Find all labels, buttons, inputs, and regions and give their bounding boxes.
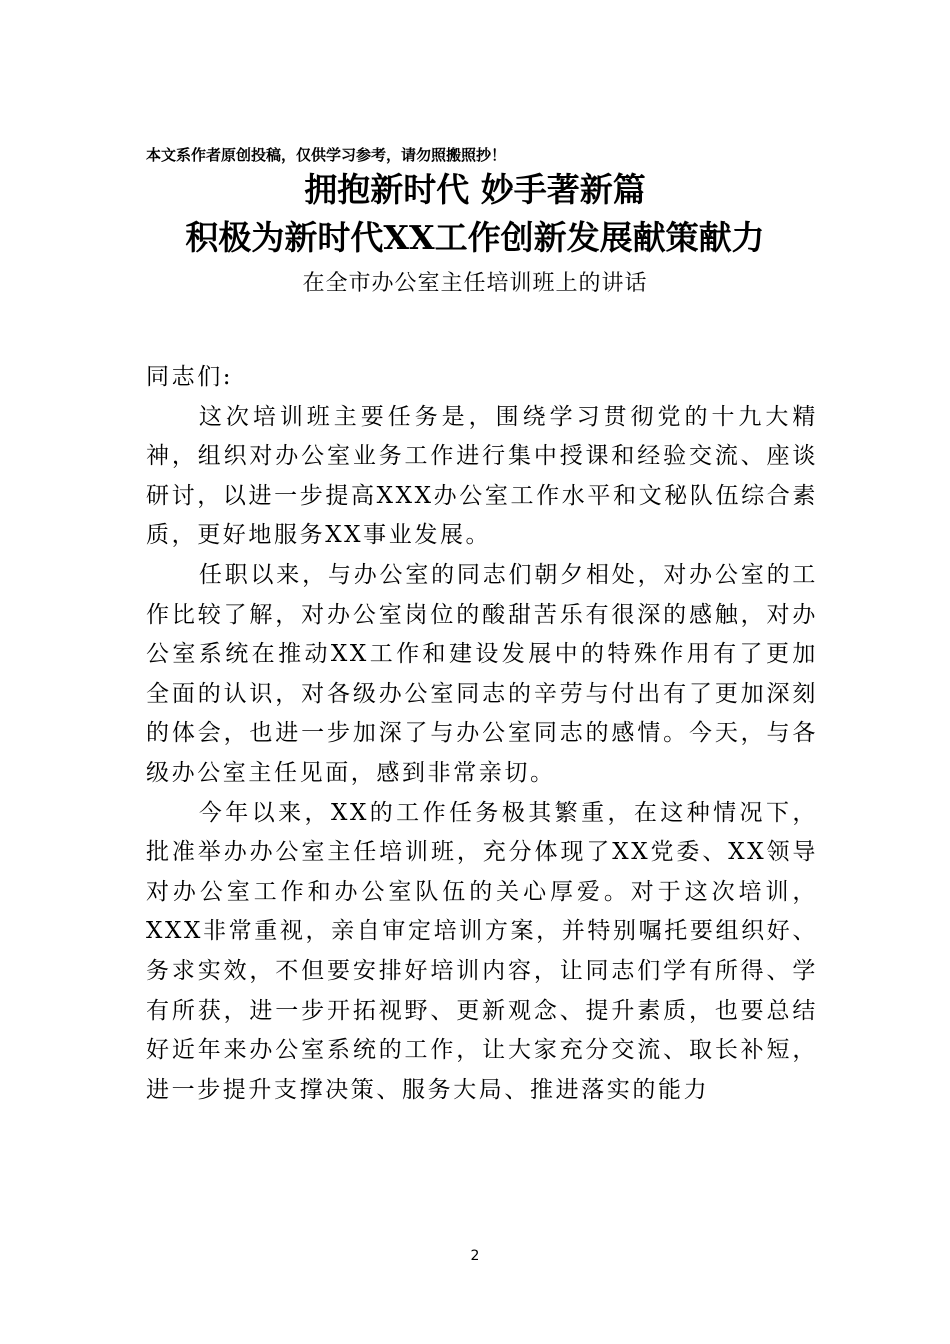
speech-body xyxy=(146,358,818,1110)
paragraph-3: 今年以来，XX的工作任务极其繁重，在这种情况下，批准举办办公室主任培训班，充分体现了XX党委、XX领导对办公室工作和办公室队伍的关心厚爱。对于这次培训，XXX非常重视，亲自审定培训方案，并特别嘱托要组织好、务求实效，不但要安排好培训内容，让同志们学有所得、学有所获，进一步开拓视野、更新观念、提升素质，也要总结好近年来办公室系统的工作，让大家充分交流、取长补短，进一步提升支撑决策、服务大局、推进落实的能力 xyxy=(146,799,818,1103)
title-line-1: 拥抱新时代 妙手著新篇 xyxy=(304,170,646,209)
copyright-notice: 本文系作者原创投稿，仅供学习参考，请勿照搬照抄！ xyxy=(146,146,507,164)
paragraph-1: 这次培训班主要任务是，围绕学习贯彻党的十九大精神，组织对办公室业务工作进行集中授课和经验交流、座谈研讨，以进一步提高XXX办公室工作水平和文秘队伍综合素质，更好地服务XX事业发展。 xyxy=(146,403,818,549)
title-line-2: 积极为新时代XX工作创新发展献策献力 xyxy=(185,218,765,257)
paragraph-2: 任职以来，与办公室的同志们朝夕相处，对办公室的工作比较了解，对办公室岗位的酸甜苦乐有很深的感触，对办公室系统在推动XX工作和建设发展中的特殊作用有了更加全面的认识，对各级办公室同志的辛劳与付出有了更加深刻的体会，也进一步加深了与办公室同志的感情。今天，与各级办公室主任见面，感到非常亲切。 xyxy=(146,561,818,786)
page-number: 2 xyxy=(470,1248,480,1264)
salutation: 同志们: xyxy=(146,364,234,390)
speech-subtitle: 在全市办公室主任培训班上的讲话 xyxy=(302,271,648,296)
